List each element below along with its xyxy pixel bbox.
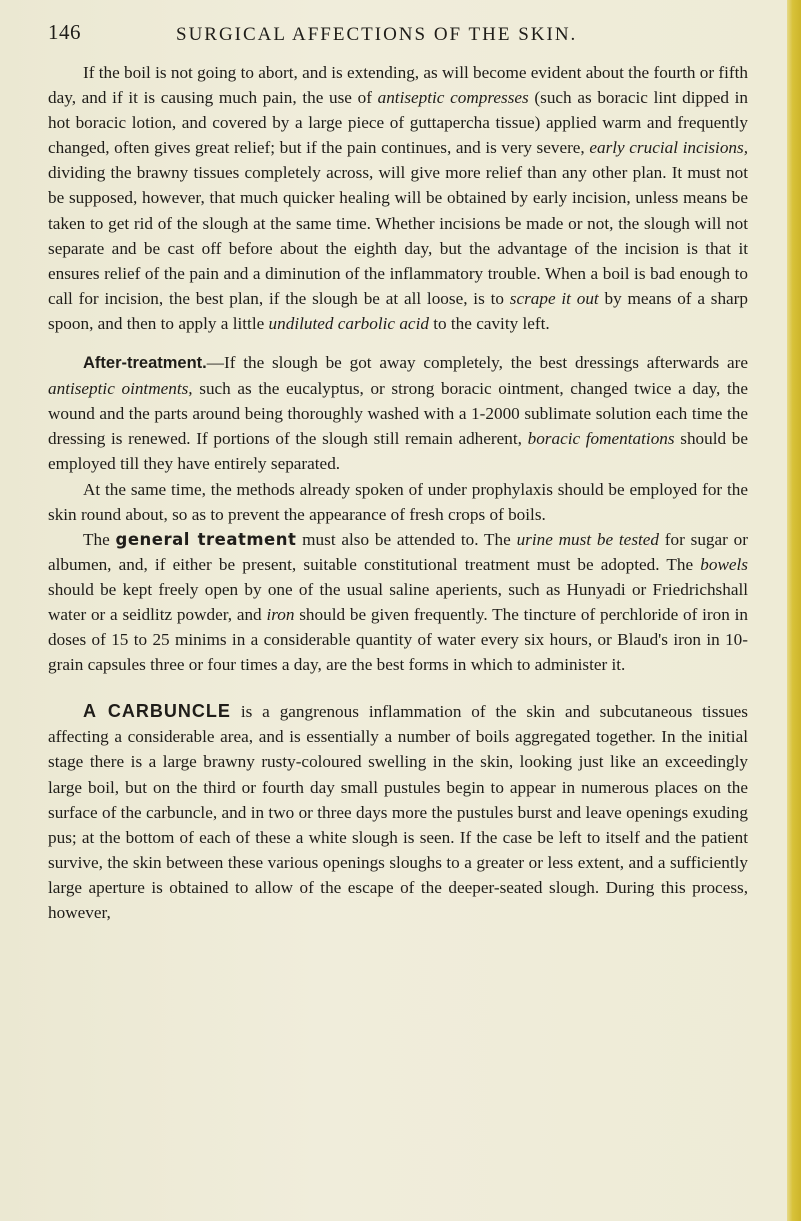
italic-term: antiseptic compresses	[377, 88, 529, 108]
paragraph-prophylaxis	[48, 477, 748, 527]
italic-term: urine must be tested	[516, 529, 660, 549]
text-run: (such as boracic lint dipped in hot boracic lotion, and covered by a large piece of guttapercha tissue) applied warm and frequently changed, often gives great relief; but if the pain continues, and is very severe,	[48, 88, 748, 158]
page-edge	[787, 0, 801, 1221]
section-heading: After-treatment.	[83, 354, 207, 373]
text-run: is a gangrenous inflammation of the skin and subcutaneous tissues affecting a considerable area, and is essentially a number of boils aggregated together. In the initial stage there is a large brawny rusty-coloured swelling in the skin, looking just like an exceedingly large boil, but on the third or fourth day small pustules begin to appear in numerous places on the surface of the carbuncle, and in two or three days more the pustules burst and leave openings exuding pus; at the bottom of each of these a white slough is seen. If the case be left to itself and the patient survive, the skin between these various openings sloughs to a greater or less extent, and a sufficiently large aperture is obtained to allow of the escape of the deeper-seated slough. During this process, however,	[48, 702, 748, 922]
text-run: by means of a sharp spoon, and then to apply a little	[48, 288, 748, 333]
italic-term: iron	[266, 604, 295, 624]
page-number: 146	[48, 20, 81, 44]
text-run: At the same time, the methods already spoken of under prophylaxis should be employed for the skin round about, so as to prevent the appearance of fresh crops of boils.	[48, 479, 748, 524]
italic-term: scrape it out	[509, 288, 599, 308]
text-run: for sugar or albumen, and, if either be present, suitable constitutional treatment must be adopted. The	[48, 529, 748, 574]
section-heading: general treatment	[115, 529, 297, 549]
italic-term: undiluted carbolic acid	[268, 313, 429, 333]
body-text	[48, 60, 748, 925]
text-run: The	[83, 529, 116, 549]
text-run: to the cavity left.	[428, 313, 550, 333]
page-header	[48, 20, 748, 50]
section-heading: A CARBUNCLE	[83, 701, 231, 722]
italic-term: early crucial incisions,	[589, 138, 748, 158]
text-run: dividing the brawny tissues completely across, will give more relief than any other plan. It must not be supposed, however, that much quicker healing will be obtained by early incision, unless means be taken to get rid of the slough at the same time. Whether incisions be made or not, the slough will not separate and be cast off before about the eighth day, but the advantage of the incision is that it ensures relief of the pain and a diminution of the inflammatory trouble. When a boil is bad enough to call for incision, the best plan, if the slough be at all loose, is to	[48, 163, 748, 308]
italic-term: boracic fomentations	[527, 429, 675, 449]
text-run: such as the eucalyptus, or strong boracic ointment, changed twice a day, the wound and the parts around being thoroughly washed with a 1-2000 sublimate solution each time the dressing is renewed. If portions of the slough still remain adherent,	[48, 379, 748, 449]
paragraph-general-treatment	[48, 527, 748, 678]
text-run: should be given frequently. The tincture of perchloride of iron in doses of 15 to 25 minims in a considerable quantity of water every six hours, or Blaud's iron in 10-grain capsules three or four times a day, are the best forms in which to administer it.	[48, 604, 748, 675]
text-run: must also be attended to. The	[296, 529, 517, 549]
text-run: should be kept freely open by one of the usual saline aperients, such as Hunyadi or Friedrichshall water or a seidlitz powder, and	[48, 579, 748, 624]
running-title: SURGICAL AFFECTIONS OF THE SKIN.	[176, 24, 578, 45]
text-run: should be employed till they have entirely separated.	[48, 429, 748, 474]
paragraph-after-treatment	[48, 350, 748, 476]
paragraph-boil-treatment	[48, 60, 748, 336]
text-run: —If the slough be got away completely, the best dressings afterwards are	[206, 353, 748, 373]
paragraph-carbuncle	[48, 699, 748, 925]
italic-term: antiseptic ointments,	[48, 379, 193, 399]
text-run: If the boil is not going to abort, and is extending, as will become evident about the fourth or fifth day, and if it is causing much pain, the use of	[48, 63, 748, 108]
italic-term: bowels	[700, 554, 748, 574]
